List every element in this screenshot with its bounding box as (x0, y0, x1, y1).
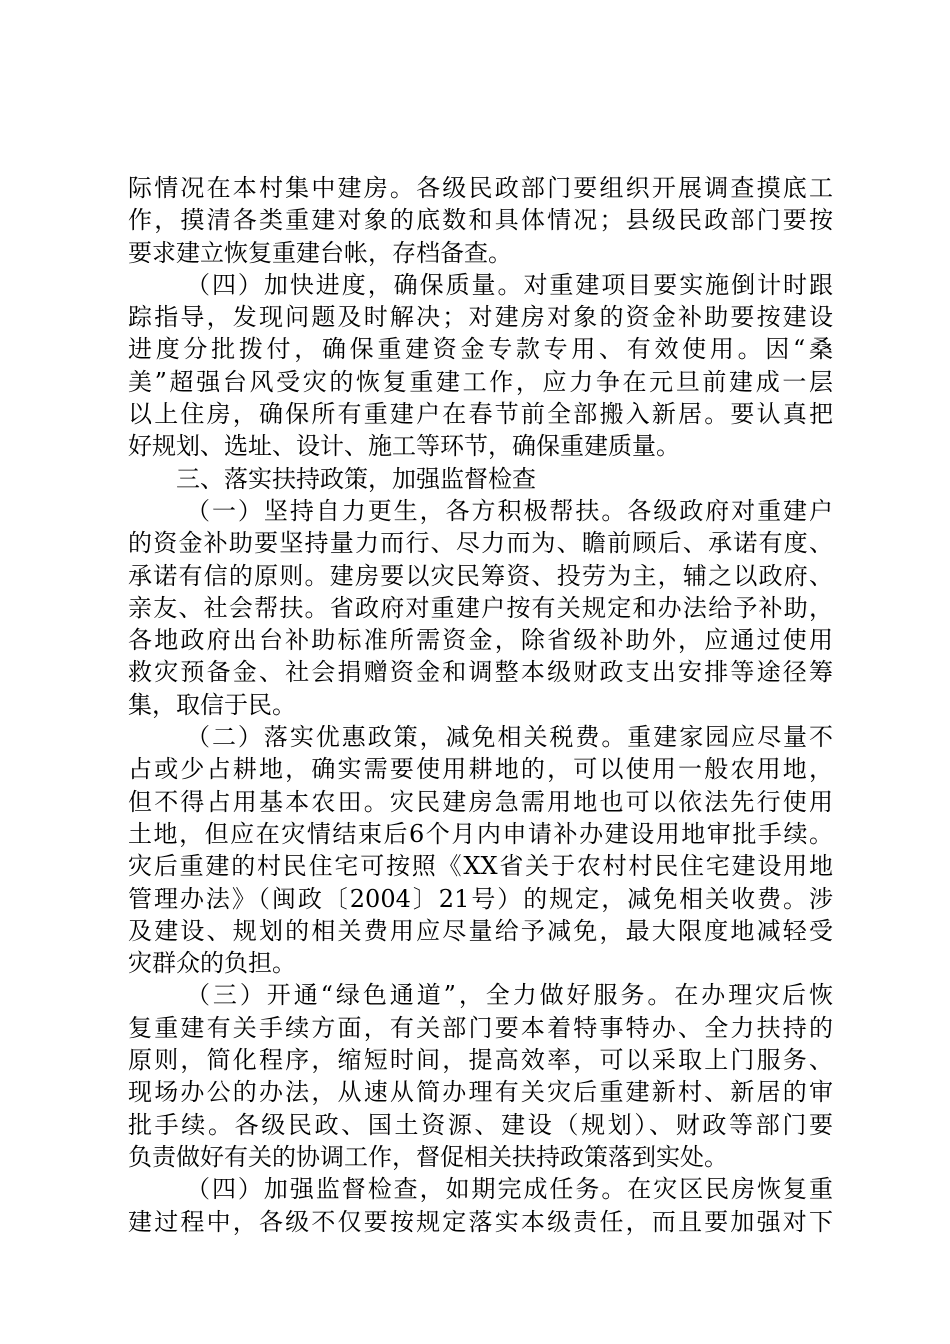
paragraph-line: （三）开通“绿色通道”，全力做好服务。在办理灾后恢 (186, 981, 833, 1010)
paragraph-line: 原则，简化程序，缩短时间，提高效率，可以采取上门服务、 (128, 1046, 833, 1075)
paragraph-line: 管理办法》（闽政〔2004〕21号）的规定，减免相关收费。涉 (128, 884, 833, 913)
paragraph-line: （二）落实优惠政策，减免相关税费。重建家园应尽量不 (186, 723, 833, 752)
paragraph-line: 进度分批拨付，确保重建资金专款专用、有效使用。因“桑 (128, 335, 833, 364)
paragraph-line: 灾后重建的村民住宅可按照《XX省关于农村村民住宅建设用地 (128, 852, 833, 881)
paragraph-line: 踪指导，发现问题及时解决；对建房对象的资金补助要按建设 (128, 303, 833, 332)
paragraph-line: 批手续。各级民政、国土资源、建设（规划）、财政等部门要 (128, 1110, 833, 1139)
paragraph-line: 现场办公的办法，从速从简办理有关灾后重建新村、新居的审 (128, 1078, 833, 1107)
paragraph-line: 复重建有关手续方面，有关部门要本着特事特办、全力扶持的 (128, 1013, 833, 1042)
paragraph-line: 灾群众的负担。 (128, 949, 296, 978)
paragraph-line: 美”超强台风受灾的恢复重建工作，应力争在元旦前建成一层 (128, 367, 833, 396)
paragraph-line: 集，取信于民。 (128, 690, 296, 719)
paragraph-line: （四）加强监督检查，如期完成任务。在灾区民房恢复重 (186, 1175, 833, 1204)
paragraph-line: 但不得占用基本农田。灾民建房急需用地也可以依法先行使用 (128, 787, 833, 816)
paragraph-line: 土地，但应在灾情结束后6个月内申请补办建设用地审批手续。 (128, 819, 833, 848)
paragraph-line: 占或少占耕地，确实需要使用耕地的，可以使用一般农用地， (128, 755, 833, 784)
paragraph-line: 及建设、规划的相关费用应尽量给予减免，最大限度地减轻受 (128, 916, 833, 945)
paragraph-line: 亲友、社会帮扶。省政府对重建户按有关规定和办法给予补助， (128, 593, 833, 622)
paragraph-line: 要求建立恢复重建台帐，存档备查。 (128, 238, 512, 267)
paragraph-line: 负责做好有关的协调工作，督促相关扶持政策落到实处。 (128, 1142, 728, 1171)
paragraph-line: 作，摸清各类重建对象的底数和具体情况；县级民政部门要按 (128, 206, 833, 235)
paragraph-line: 各地政府出台补助标准所需资金，除省级补助外，应通过使用 (128, 626, 833, 655)
document-body (128, 172, 833, 1238)
section-heading: 三、落实扶持政策，加强监督检查 (176, 464, 536, 493)
paragraph-line: 际情况在本村集中建房。各级民政部门要组织开展调查摸底工 (128, 174, 833, 202)
paragraph-line: 以上住房，确保所有重建户在春节前全部搬入新居。要认真把 (128, 400, 833, 429)
paragraph-line: 建过程中，各级不仅要按规定落实本级责任，而且要加强对下 (128, 1207, 833, 1236)
paragraph-line: 好规划、选址、设计、施工等环节，确保重建质量。 (128, 432, 680, 461)
paragraph-line: （一）坚持自力更生，各方积极帮扶。各级政府对重建户 (186, 496, 833, 525)
paragraph-line: 救灾预备金、社会捐赠资金和调整本级财政支出安排等途径筹 (128, 658, 833, 687)
paragraph-line: 承诺有信的原则。建房要以灾民筹资、投劳为主，辅之以政府、 (128, 561, 833, 590)
paragraph-line: （四）加快进度，确保质量。对重建项目要实施倒计时跟 (186, 270, 833, 299)
paragraph-line: 的资金补助要坚持量力而行、尽力而为、瞻前顾后、承诺有度、 (128, 529, 833, 558)
